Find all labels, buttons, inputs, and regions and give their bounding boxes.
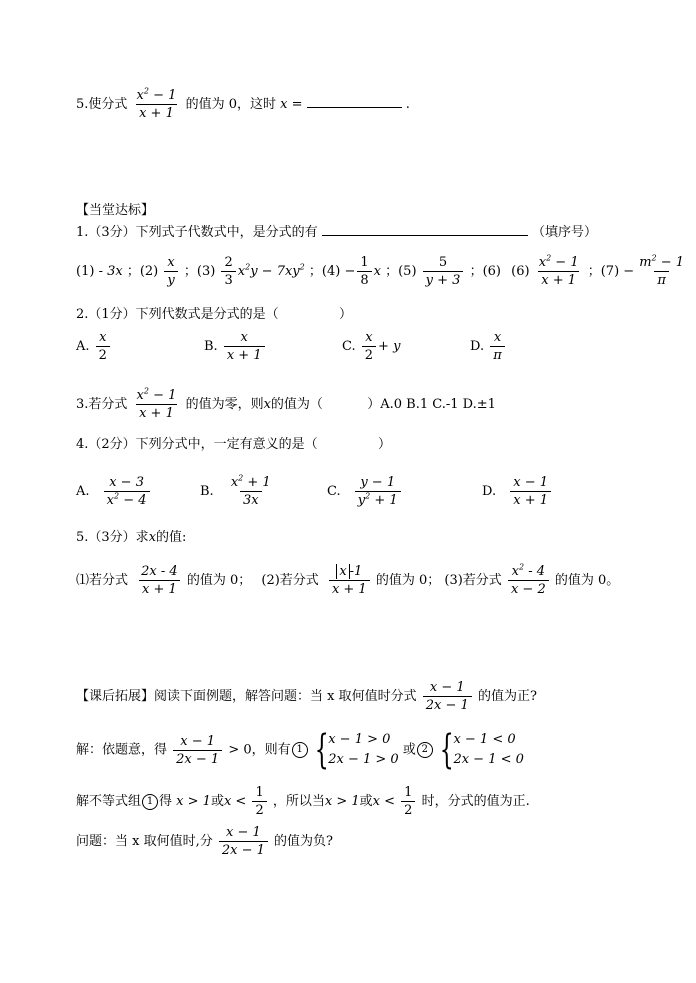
ext-line3: 解不等式组 1 得 x > 1或x < $\frac{1}{2}$ ，所以当x > 1或x < $\frac{1}{2}$ 时，分式的值为正. — [76, 785, 530, 818]
fraction: $\frac{x^2 - 1}{x + 1}$ — [538, 253, 579, 288]
q3: 3.若分式 $\frac{x^2 - 1}{x + 1}$ 的值为零，则x的值为（ ）A.0 B.1 C.-1 D.±1 — [76, 386, 496, 421]
fraction: $\frac{x}{y}$ — [164, 255, 177, 288]
option-d[interactable]: D. — [482, 484, 497, 499]
fraction: $\frac{x - 1}{2x - 1}$ — [423, 680, 472, 713]
fraction: $\frac{x^2 - 1}{x + 1}$ — [136, 386, 177, 421]
fraction: $\frac{y - 1}{y^2 + 1}$ — [355, 475, 401, 508]
fraction: $\frac{x}{2}$ — [362, 330, 376, 363]
q5b-stem: 5.（3分）求x的值: — [76, 530, 187, 545]
option-a[interactable]: A. — [76, 484, 90, 499]
answer-blank[interactable] — [307, 107, 402, 108]
fraction: $\frac{2}{3}$ — [221, 255, 235, 288]
q1-options: (1) - 3x ；(2) $\frac{x}{y}$ ；(3) $\frac{2}{3}$ $x^2y - 7xy^2$ ；(4) − $\frac{1}{8}$ x ；(5) $\frac{5}{y + 3}$ ；(6) (6) $\frac{x^2 - 1}{x + 1}$ ；(7) − $\frac{m^2 - 1}{\pi}$ — [76, 255, 689, 288]
option-a[interactable]: A. — [76, 339, 90, 354]
fraction: $\frac{x - 3}{x^2 - 4}$ — [104, 475, 150, 508]
q5-top: 5.使分式 $\frac{x^2 - 1}{x + 1}$ 的值为 0，这时 x = . — [76, 86, 410, 121]
fraction: $\frac{x -1}{x + 1}$ — [329, 564, 370, 597]
section-title: 【当堂达标】 — [76, 203, 155, 218]
ext-solution: 解：依题意，得 $\frac{x - 1}{2x - 1}$ > 0，则有 1 { x − 1 > 0 2x − 1 > 0 或 2 { x − 1 < 0 2x − 1 < 0 — [76, 727, 524, 773]
fraction: $\frac{x^2 - 4}{x - 2}$ — [508, 564, 549, 597]
q3-options: ）A.0 B.1 C.-1 D.±1 — [367, 397, 496, 412]
q2-stem: 2.（1分）下列代数式是分式的是（ ） — [76, 307, 352, 322]
option-b[interactable]: B. — [200, 484, 214, 499]
option-d[interactable]: D. — [470, 339, 485, 354]
fraction: $\frac{x^2 + 1}{3x}$ — [230, 473, 271, 508]
ext-intro: 【课后拓展】阅读下面例题，解答问题：当 x 取何值时分式 $\frac{x - 1}{2x - 1}$ 的值为正? — [76, 680, 537, 713]
option-b[interactable]: B. — [204, 339, 218, 354]
fraction: $\frac{x}{2}$ — [96, 330, 110, 363]
fraction: $\frac{1}{8}$ — [357, 255, 371, 288]
q4-stem: 4.（2分）下列分式中，一定有意义的是（ ） — [76, 437, 391, 452]
fraction: $\frac{x - 1}{2x - 1}$ — [219, 825, 268, 858]
circled-two: 2 — [417, 742, 433, 758]
fraction: $\frac{5}{y + 3}$ — [423, 255, 464, 288]
option-c[interactable]: C. — [342, 339, 356, 354]
inequality-system: { x − 1 > 0 2x − 1 > 0 — [314, 727, 399, 773]
q1-stem: 1.（3分）下列式子代数式中，是分式的有 （填序号） — [76, 225, 597, 240]
fraction: $\frac{1}{2}$ — [252, 785, 266, 818]
fraction: $\frac{1}{2}$ — [401, 785, 415, 818]
q4-options — [76, 475, 152, 508]
fraction: $\frac{x}{x + 1}$ — [224, 330, 265, 363]
fraction: $\frac{x^2 - 1}{x + 1}$ — [136, 86, 177, 121]
ext-title: 【课后拓展】 — [76, 689, 155, 704]
fraction: $\frac{x - 1}{x + 1}$ — [510, 475, 551, 508]
fraction: $\frac{x}{\pi}$ — [490, 330, 505, 363]
circled-one: 1 — [292, 742, 308, 758]
ext-question: 问题：当 x 取何值时,分 $\frac{x - 1}{2x - 1}$ 的值为负? — [76, 825, 334, 858]
fraction: $\frac{x - 1}{2x - 1}$ — [173, 734, 222, 767]
fraction: $\frac{2x - 4}{x + 1}$ — [138, 564, 181, 597]
fraction: $\frac{m^2 - 1}{\pi}$ — [639, 253, 685, 288]
option-c[interactable]: C. — [327, 484, 341, 499]
q5b-parts: ⑴若分式 $\frac{2x - 4}{x + 1}$ 的值为 0； (2)若分式 $\frac{x -1}{x + 1}$ 的值为 0； (3)若分式 $\frac{x^2 - 4}{x - 2}$ 的值为 0。 — [76, 562, 620, 597]
q5-label: 5.使分式 — [76, 97, 128, 112]
answer-blank[interactable] — [322, 235, 528, 236]
q2-options — [76, 330, 112, 363]
inequality-system: { x − 1 < 0 2x − 1 < 0 — [439, 727, 524, 773]
